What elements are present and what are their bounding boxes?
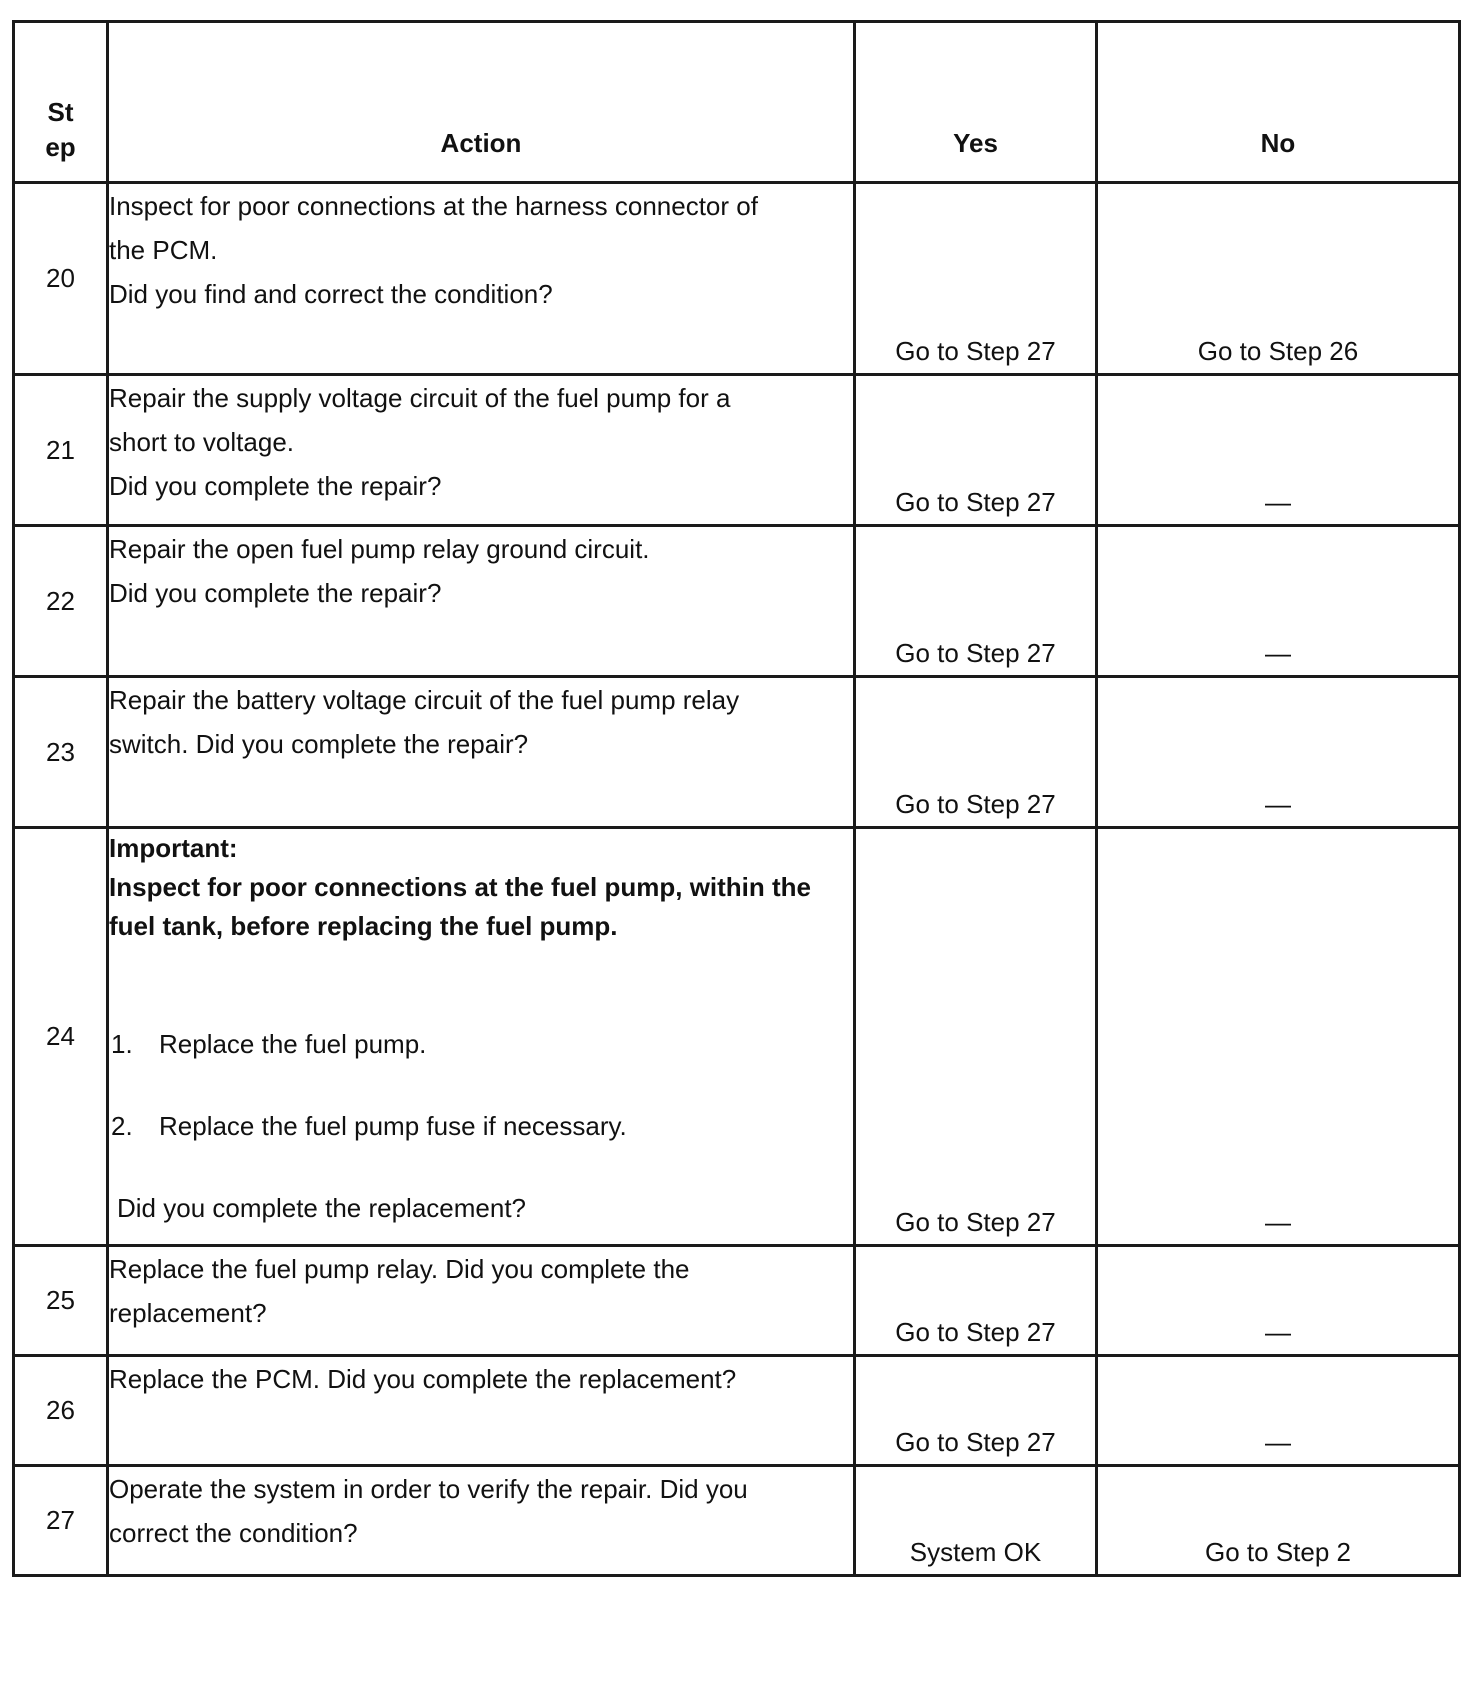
- diagnostic-table: [12, 20, 1461, 1577]
- yes-cell: Go to Step 27: [855, 828, 1097, 1246]
- spacer: [109, 946, 853, 994]
- action-line: Repair the battery voltage circuit of the fuel pump relay: [109, 685, 740, 715]
- step-number: 21: [14, 375, 108, 526]
- action-line: switch. Did you complete the repair?: [109, 729, 529, 760]
- step-number: 27: [14, 1466, 108, 1576]
- table-row: [14, 828, 1460, 1246]
- yes-cell: Go to Step 27: [855, 183, 1097, 375]
- action-cell: [108, 1466, 855, 1576]
- header-row: [14, 22, 1460, 183]
- header-yes: Yes: [855, 22, 1097, 183]
- action-line: short to voltage.: [109, 427, 294, 458]
- important-text: Inspect for poor connections at the fuel pump, within the fuel tank, before replacing the fuel pump.: [109, 872, 812, 941]
- action-cell: [108, 828, 855, 1246]
- header-step: [14, 22, 108, 183]
- step-number: 22: [14, 526, 108, 677]
- no-cell: —: [1097, 828, 1460, 1246]
- no-cell: Go to Step 2: [1097, 1466, 1460, 1576]
- no-cell: —: [1097, 375, 1460, 526]
- action-line: replacement?: [109, 1298, 267, 1329]
- step-number: 20: [14, 183, 108, 375]
- action-cell: [108, 526, 855, 677]
- table-row: [14, 677, 1460, 828]
- list-item: [109, 1022, 853, 1066]
- table-row: [14, 526, 1460, 677]
- step-number: 23: [14, 677, 108, 828]
- action-line: Did you complete the repair?: [109, 471, 442, 502]
- table-row: [14, 1246, 1460, 1356]
- yes-cell: Go to Step 27: [855, 677, 1097, 828]
- no-cell: —: [1097, 526, 1460, 677]
- action-cell: [108, 677, 855, 828]
- table-row: [14, 375, 1460, 526]
- action-cell: [108, 1356, 855, 1466]
- action-line: Repair the supply voltage circuit of the fuel pump for a: [109, 383, 731, 413]
- step-number: 26: [14, 1356, 108, 1466]
- important-label: Important:: [109, 833, 238, 863]
- header-no: No: [1097, 22, 1460, 183]
- action-line: correct the condition?: [109, 1518, 358, 1549]
- header-step-line2: ep: [45, 131, 76, 162]
- step-number: 24: [14, 828, 108, 1246]
- action-cell: [108, 183, 855, 375]
- table-row: [14, 183, 1460, 375]
- action-cell: [108, 1246, 855, 1356]
- no-cell: —: [1097, 1356, 1460, 1466]
- action-cell: [108, 375, 855, 526]
- table-row: [14, 1466, 1460, 1576]
- action-line: Repair the open fuel pump relay ground circuit.: [109, 534, 650, 564]
- list-text: Replace the fuel pump fuse if necessary.: [159, 1111, 627, 1142]
- list-item: [109, 1104, 853, 1148]
- yes-cell: Go to Step 27: [855, 1356, 1097, 1466]
- step-number: 25: [14, 1246, 108, 1356]
- table-row: [14, 1356, 1460, 1466]
- action-question: Did you complete the replacement?: [117, 1193, 527, 1224]
- no-cell: —: [1097, 677, 1460, 828]
- yes-cell: System OK: [855, 1466, 1097, 1576]
- action-line: Did you find and correct the condition?: [109, 279, 553, 310]
- list-text: Replace the fuel pump.: [159, 1029, 427, 1059]
- action-line: Did you complete the repair?: [109, 578, 442, 609]
- no-cell: —: [1097, 1246, 1460, 1356]
- yes-cell: Go to Step 27: [855, 526, 1097, 677]
- action-line: Operate the system in order to verify the repair. Did you: [109, 1474, 748, 1504]
- action-line: the PCM.: [109, 235, 218, 266]
- yes-cell: Go to Step 27: [855, 1246, 1097, 1356]
- yes-cell: Go to Step 27: [855, 375, 1097, 526]
- no-cell: Go to Step 26: [1097, 183, 1460, 375]
- action-line: Inspect for poor connections at the harness connector of: [109, 191, 758, 221]
- list-number: 2.: [111, 1111, 133, 1142]
- action-line: Replace the PCM. Did you complete the replacement?: [109, 1364, 737, 1394]
- instruction-list: [109, 1022, 853, 1148]
- header-action: Action: [108, 22, 855, 183]
- list-number: 1.: [111, 1029, 133, 1059]
- header-step-line1: St: [47, 96, 74, 127]
- action-line: Replace the fuel pump relay. Did you complete the: [109, 1254, 690, 1284]
